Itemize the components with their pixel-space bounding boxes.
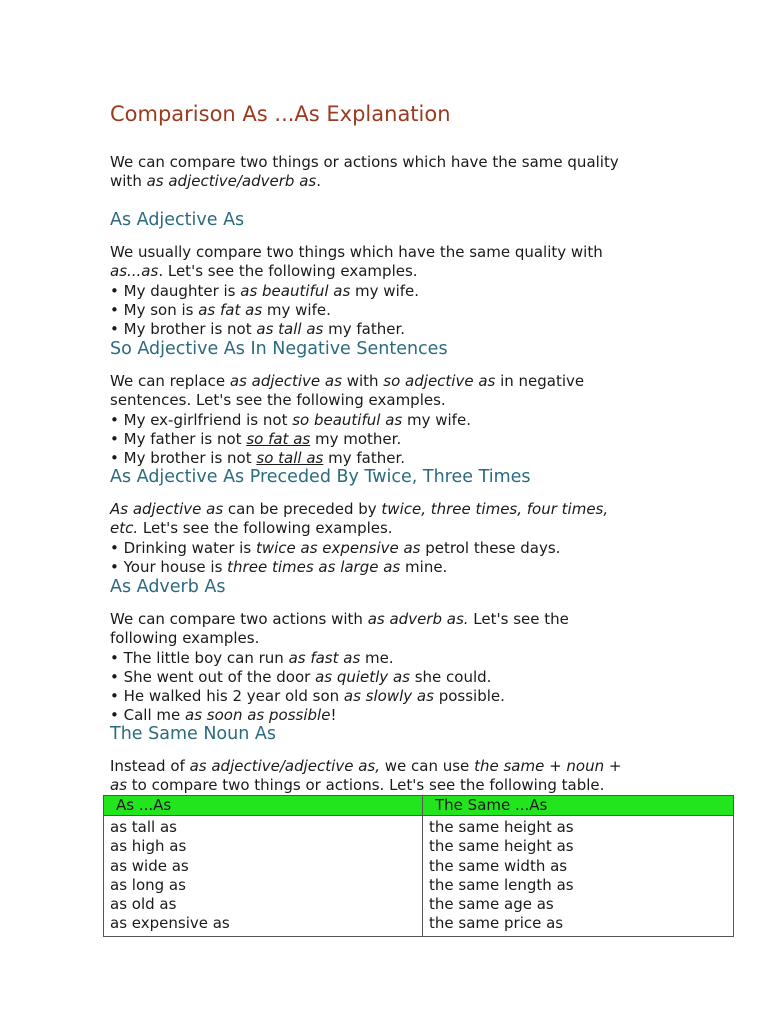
li-text: My ex-girlfriend is not [123,410,293,429]
list-item [110,430,735,449]
s4-line1 [110,610,735,629]
li-em: so fat as [246,429,311,448]
li-em: twice as expensive as [255,538,421,557]
li-em: three times as large as [227,557,401,576]
li-text: My daughter is [123,281,241,300]
s3-em: twice, three times, four times, [381,500,609,518]
s5-text: to compare two things or actions. Let's see the following table. [127,776,605,795]
comparison-table [103,795,734,937]
li-text: Your house is [123,557,228,576]
intro-text: with [110,172,147,191]
li-text: My brother is not [123,449,257,468]
table-cell-the-same-as [423,816,734,937]
intro-emphasis: as adjective/adverb as [146,172,317,191]
page-title: Comparison As ...As Explanation [110,102,451,126]
s1-em: as...as [110,262,159,281]
s2-em: as adjective as [229,372,342,390]
li-text: me. [360,648,394,667]
li-text: my father. [323,320,406,339]
s1-line1: We usually compare two things which have the same quality with [110,243,603,261]
s2-em: so adjective as [383,372,496,390]
list-item [110,706,735,725]
li-text: My father is not [123,429,247,448]
s3-text: Let's see the following examples. [138,519,393,538]
li-em: so beautiful as [292,410,403,429]
li-em: as fast as [288,648,361,667]
s5-text: Instead of [110,757,190,775]
li-text: my wife. [262,300,331,319]
li-text: My son is [123,300,199,319]
s2-text: with [341,372,384,390]
s4-text: We can compare two actions with [110,610,368,628]
list-item [110,282,735,301]
table-cell-line: as long as [110,875,186,894]
s2-line1 [110,372,735,391]
li-text: petrol these days. [420,538,561,557]
table-cell-line: as tall as [110,818,177,836]
s3-em: etc. [110,519,139,538]
s1-line2 [110,262,735,281]
table-cell-line: as old as [110,895,177,914]
heading-so-adjective-as: So Adjective As In Negative Sentences [110,339,448,359]
s5-em: the same + noun + [474,757,622,775]
table-header-row [104,796,734,816]
li-text: my mother. [310,429,402,448]
table-header-as-as: As ...As [104,796,423,816]
s5-line1 [110,757,735,776]
li-text: My brother is not [123,320,257,339]
heading-preceded-by-twice: As Adjective As Preceded By Twice, Three Times [110,467,531,487]
li-text: She went out of the door [123,667,316,686]
list-item [110,668,735,687]
s4-line2: following examples. [110,629,260,648]
li-text: mine. [400,557,448,576]
li-text: Drinking water is [123,538,256,557]
li-em: as quietly as [315,667,410,686]
section-so-adjective-as-body [110,372,735,468]
s3-text: can be preceded by [223,500,382,518]
s3-line1 [110,500,735,519]
s4-em: as adverb as. [367,610,469,628]
list-item [110,539,735,558]
table-cell-line: as high as [110,837,187,856]
li-text: The little boy can run [123,648,289,667]
li-em: as slowly as [343,687,434,706]
li-text: He walked his 2 year old son [123,687,344,706]
table-cell-line: the same height as [429,837,574,856]
heading-as-adverb-as: As Adverb As [110,577,226,597]
s2-text: We can replace [110,372,230,390]
li-em: as fat as [198,300,263,319]
list-item [110,687,735,706]
li-text: my wife. [402,410,471,429]
table-cell-line: the same length as [429,875,574,894]
li-text: my father. [323,449,406,468]
table-cell-as-as [104,816,423,937]
li-text: my wife. [350,281,420,300]
s5-em: as adjective/adjective as, [189,757,380,775]
section-as-adjective-as-body [110,243,735,339]
list-item [110,411,735,430]
section-preceded-by-twice-body [110,500,735,577]
list-item [110,558,735,577]
list-item [110,449,735,468]
s1-text: . Let's see the following examples. [158,262,418,281]
table-cell-line: as wide as [110,856,189,875]
table-row [104,816,734,937]
section-as-adverb-as-body [110,610,735,726]
intro-line-1: We can compare two things or actions which have the same quality [110,153,619,171]
table-cell-line: as expensive as [110,914,230,933]
table-cell-line: the same height as [429,818,574,836]
intro-end: . [316,172,321,191]
s5-text: we can use [379,757,475,775]
table-header-the-same-as: The Same ...As [423,796,734,816]
table-cell-line: the same price as [429,914,564,933]
s3-em: As adjective as [110,500,224,518]
li-em: as tall as [256,320,324,339]
intro-paragraph [110,153,735,192]
li-em: as soon as possible [185,706,331,725]
list-item [110,649,735,668]
table-cell-line: the same width as [429,856,568,875]
s3-line2 [110,519,735,538]
s2-text: in negative [495,372,585,390]
s5-em: as [110,776,128,795]
li-text: ! [330,706,337,725]
li-text: Call me [123,706,186,725]
s2-line2: sentences. Let's see the following examples. [110,391,446,410]
heading-as-adjective-as: As Adjective As [110,210,245,230]
li-text: she could. [409,667,492,686]
heading-the-same-noun-as: The Same Noun As [110,724,276,744]
table-cell-line: the same age as [429,895,554,914]
li-text: possible. [433,687,505,706]
s4-text: Let's see the [468,610,569,628]
list-item [110,301,735,320]
list-item [110,320,735,339]
s5-line2 [110,776,735,795]
section-the-same-noun-as-body [110,757,735,796]
li-em: as beautiful as [240,281,351,300]
li-em: so tall as [256,449,324,468]
